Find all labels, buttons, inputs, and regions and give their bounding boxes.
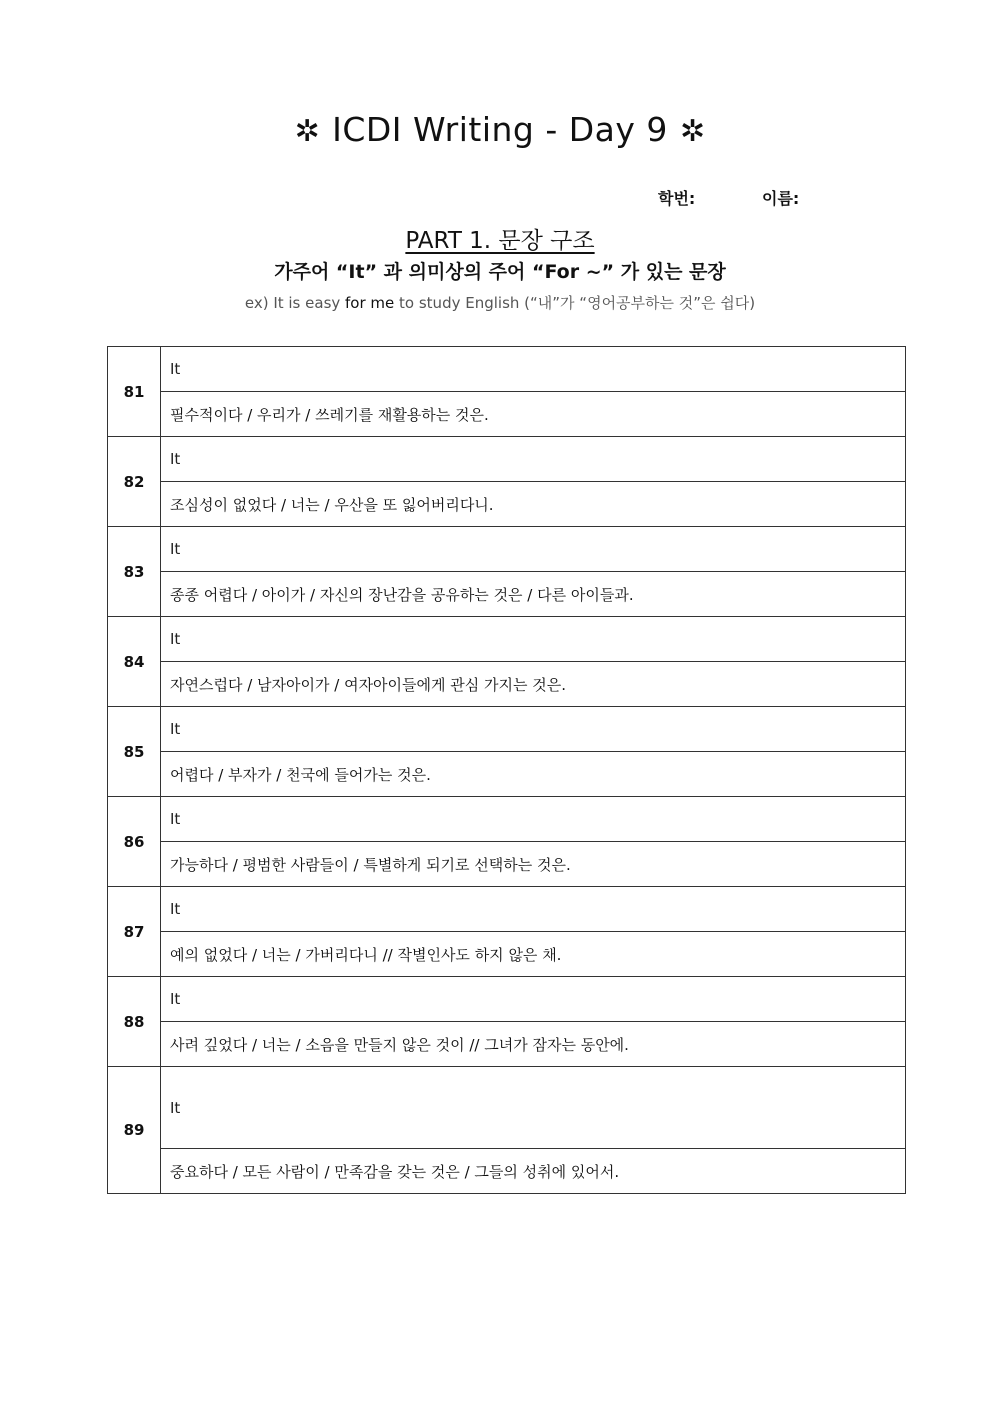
- exercise-row: [108, 617, 906, 662]
- prompt-row: [108, 932, 906, 977]
- prompt-row: [108, 1149, 906, 1194]
- prompt-row: [108, 662, 906, 707]
- answer-line[interactable]: It: [161, 887, 906, 932]
- exercise-row: [108, 1067, 906, 1149]
- item-number: 82: [108, 437, 161, 527]
- item-number: 84: [108, 617, 161, 707]
- korean-prompt: 종종 어렵다 / 아이가 / 자신의 장난감을 공유하는 것은 / 다른 아이들과.: [161, 572, 906, 617]
- answer-line[interactable]: It: [161, 1067, 906, 1149]
- exercise-row: [108, 797, 906, 842]
- korean-prompt: 사려 깊었다 / 너는 / 소음을 만들지 않은 것이 // 그녀가 잠자는 동안에.: [161, 1022, 906, 1067]
- prompt-row: [108, 1022, 906, 1067]
- flower-star-icon: ✲: [294, 114, 321, 149]
- prompt-row: [108, 842, 906, 887]
- prompt-row: [108, 572, 906, 617]
- prompt-row: [108, 752, 906, 797]
- item-number: 85: [108, 707, 161, 797]
- korean-prompt: 예의 없었다 / 너는 / 가버리다니 // 작별인사도 하지 않은 채.: [161, 932, 906, 977]
- item-number: 88: [108, 977, 161, 1067]
- answer-line[interactable]: It: [161, 347, 906, 392]
- student-name-label: 이름:: [762, 189, 800, 208]
- korean-prompt: 필수적이다 / 우리가 / 쓰레기를 재활용하는 것은.: [161, 392, 906, 437]
- item-number: 86: [108, 797, 161, 887]
- korean-prompt: 자연스럽다 / 남자아이가 / 여자아이들에게 관심 가지는 것은.: [161, 662, 906, 707]
- item-number: 83: [108, 527, 161, 617]
- exercise-row: [108, 887, 906, 932]
- exercise-row: [108, 347, 906, 392]
- worksheet-title: [0, 110, 1000, 149]
- flower-star-icon: ✲: [679, 114, 706, 149]
- example-prefix: ex) It is easy: [244, 294, 346, 312]
- korean-prompt: 조심성이 없었다 / 너는 / 우산을 또 잃어버리다니.: [161, 482, 906, 527]
- exercise-row: [108, 527, 906, 572]
- exercise-table: [107, 346, 906, 1194]
- item-number: 87: [108, 887, 161, 977]
- example-highlight: for me: [345, 294, 395, 312]
- korean-prompt: 가능하다 / 평범한 사람들이 / 특별하게 되기로 선택하는 것은.: [161, 842, 906, 887]
- example-sentence: [0, 292, 1000, 313]
- item-number: 81: [108, 347, 161, 437]
- part-subtitle: 가주어 “It” 과 의미상의 주어 “For ~” 가 있는 문장: [274, 261, 726, 283]
- part-title: PART 1. 문장 구조: [405, 228, 595, 254]
- answer-line[interactable]: It: [161, 617, 906, 662]
- answer-line[interactable]: It: [161, 797, 906, 842]
- example-suffix: to study English (“내”가 “영어공부하는 것”은 쉽다): [394, 294, 756, 312]
- exercise-row: [108, 707, 906, 752]
- answer-line[interactable]: It: [161, 707, 906, 752]
- item-number: 89: [108, 1067, 161, 1194]
- exercise-row: [108, 977, 906, 1022]
- exercise-row: [108, 437, 906, 482]
- korean-prompt: 어렵다 / 부자가 / 천국에 들어가는 것은.: [161, 752, 906, 797]
- prompt-row: [108, 482, 906, 527]
- answer-line[interactable]: It: [161, 437, 906, 482]
- prompt-row: [108, 392, 906, 437]
- student-number-label: 학번:: [658, 189, 696, 208]
- answer-line[interactable]: It: [161, 527, 906, 572]
- title-text: ICDI Writing - Day 9: [332, 110, 668, 149]
- answer-line[interactable]: It: [161, 977, 906, 1022]
- korean-prompt: 중요하다 / 모든 사람이 / 만족감을 갖는 것은 / 그들의 성취에 있어서.: [161, 1149, 906, 1194]
